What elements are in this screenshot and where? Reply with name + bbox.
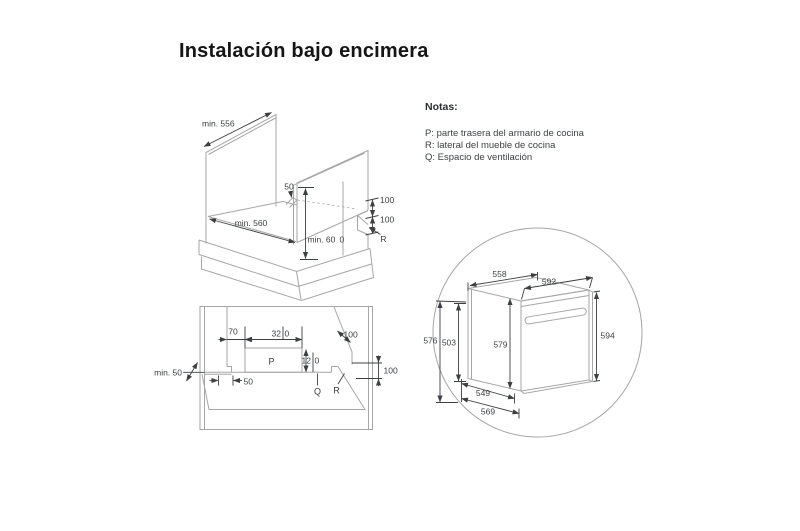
dim-height-ticks bbox=[298, 188, 318, 260]
dim-duct-depth-right: 0 bbox=[314, 355, 320, 366]
dim-vent-gap-leader bbox=[291, 191, 292, 198]
dim-height-inner: 503 bbox=[441, 337, 456, 348]
plan-trapezoid-vent bbox=[202, 367, 365, 410]
label-vent-q: Q bbox=[313, 386, 322, 397]
dim-clearance-upper: 100 bbox=[380, 195, 395, 205]
oven-control-strip bbox=[521, 296, 589, 307]
cabinet-plinth bbox=[199, 240, 374, 301]
oven-door-handle bbox=[525, 308, 587, 325]
dim-front-width: 592 bbox=[541, 276, 557, 287]
cabinet-iso-diagram bbox=[199, 113, 394, 301]
label-plan-side-r-leader bbox=[338, 374, 345, 385]
dim-corner-cut: 100 bbox=[343, 329, 358, 340]
dim-duct-width-right: 0 bbox=[284, 328, 290, 339]
cabinet-side-vent-notch bbox=[358, 211, 369, 249]
page-title: Instalación bajo encimera bbox=[179, 40, 429, 62]
dim-height-right: 594 bbox=[600, 330, 615, 341]
dim-side-slot: 100 bbox=[383, 365, 398, 376]
dim-front-min-arrows bbox=[187, 363, 198, 382]
plan-outer-walls bbox=[200, 307, 373, 430]
label-plan-side-r: R bbox=[333, 385, 340, 396]
dim-duct-depth-left: 12 bbox=[301, 355, 311, 366]
oven-door-edges bbox=[521, 290, 593, 394]
note-r: R: lateral del mueble de cocina bbox=[425, 140, 556, 151]
dim-width: min. 560 bbox=[234, 218, 268, 228]
label-duct-p: P bbox=[268, 356, 275, 367]
dim-depth-total: 569 bbox=[480, 406, 496, 417]
plan-view-diagram bbox=[154, 307, 398, 430]
oven-detail-diagram bbox=[423, 228, 642, 437]
hidden-vent-path bbox=[298, 200, 358, 209]
cabinet-side-panel bbox=[294, 151, 369, 245]
dim-step: 50 bbox=[243, 376, 253, 387]
note-p: P: parte trasera del armario de cocina bbox=[425, 128, 584, 139]
dim-side-slot-ticks bbox=[352, 363, 382, 379]
dim-clearance-lower: 100 bbox=[380, 214, 395, 225]
dim-step-ticks bbox=[219, 376, 234, 386]
dim-height-right: 0 bbox=[339, 234, 345, 245]
cabinet-rear-vent-notch bbox=[286, 198, 298, 208]
dim-height-left: min. 60 bbox=[307, 234, 336, 245]
dim-height-total: 576 bbox=[423, 335, 438, 346]
dim-height-front: 579 bbox=[493, 339, 508, 350]
dim-depth-body: 549 bbox=[475, 388, 491, 398]
notes-heading: Notas: bbox=[425, 101, 458, 113]
dim-back-width: 558 bbox=[492, 269, 507, 279]
dim-vent-gap: 50 bbox=[284, 181, 294, 192]
dim-line-front-width bbox=[525, 278, 593, 289]
dim-front-min: min. 50 bbox=[154, 367, 182, 378]
dim-duct-width-left: 32 bbox=[271, 328, 281, 339]
dim-offset-left: 70 bbox=[228, 326, 238, 337]
plan-right-step bbox=[332, 367, 339, 373]
dim-top-depth: min. 556 bbox=[202, 118, 235, 129]
note-q: Q: Espacio de ventilación bbox=[425, 152, 533, 163]
label-side-r: R bbox=[380, 234, 387, 244]
